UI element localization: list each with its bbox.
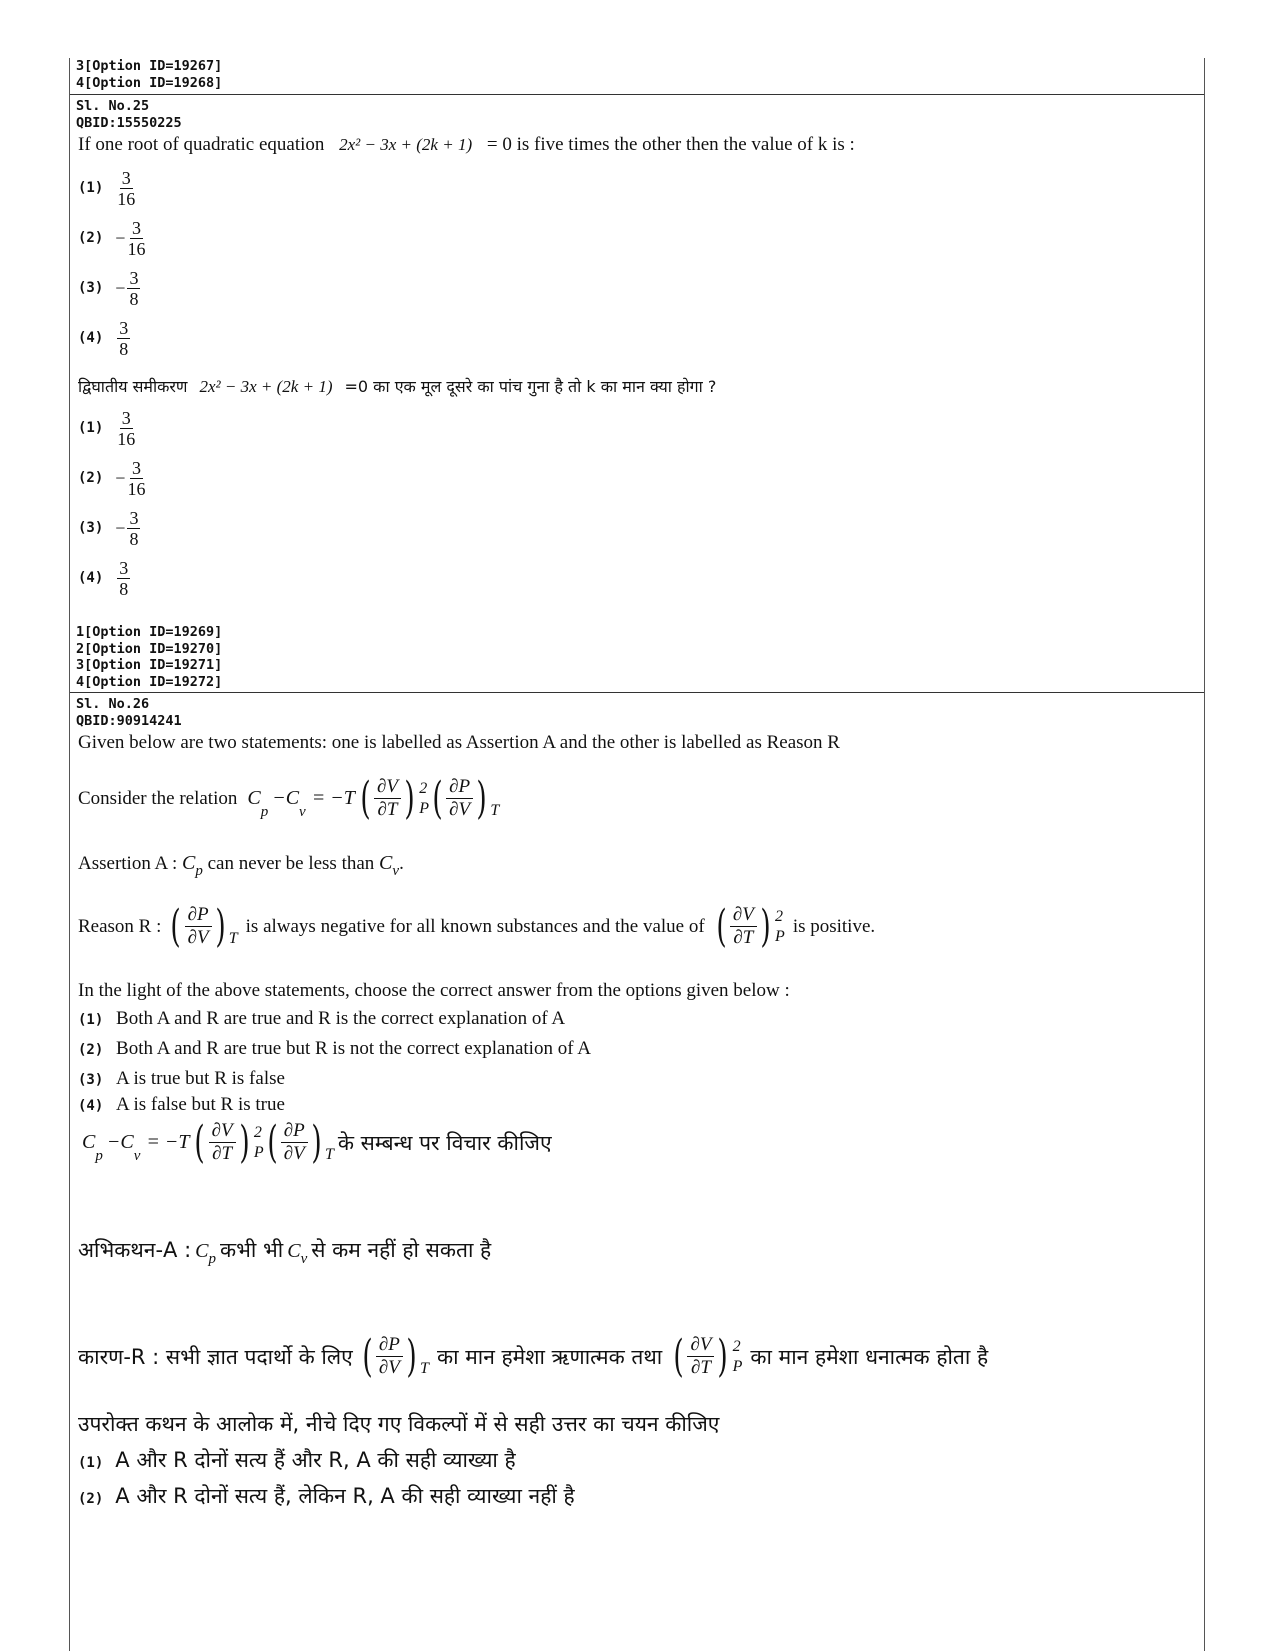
- q25-option-2-hi[interactable]: [78, 458, 145, 499]
- option-text: Both A and R are true and R is the correct explanation of A: [116, 1008, 566, 1029]
- denominator: 8: [129, 289, 139, 309]
- q26-light-en: In the light of the above statements, choose the correct answer from the options given below :: [78, 980, 790, 1001]
- minus-cv: $-C_v$: [272, 787, 306, 820]
- fraction: [127, 508, 140, 549]
- denominator: 8: [119, 339, 129, 359]
- numerator: 3: [129, 508, 139, 528]
- cv-symbol: $C_v$: [287, 1240, 308, 1267]
- reason-label: Reason R :: [78, 915, 162, 937]
- question-text-end: = 0 is five times the other then the value of k is :: [486, 134, 855, 155]
- numerator: 3: [121, 168, 131, 188]
- partial-dv-dt: ( ∂V ∂T ) 2 P: [716, 900, 785, 952]
- partial-dv-dt: ( ∂V ∂T ) 2 P: [360, 772, 429, 824]
- minus-sign: −: [115, 228, 126, 248]
- minus-sign: −: [115, 468, 126, 488]
- option-number: (4): [78, 330, 104, 347]
- numerator: 3: [131, 218, 141, 238]
- q26-light-hi: उपरोक्त कथन के आलोक में, नीचे दिए गए विकल्पों में से सही उत्तर का चयन कीजिए: [78, 1412, 720, 1436]
- relation-label: Consider the relation: [78, 787, 238, 809]
- fraction: [117, 318, 130, 359]
- reason-end: is positive.: [792, 915, 876, 937]
- q26-reason-en: [78, 900, 876, 952]
- option-number: (1): [78, 1012, 104, 1028]
- option-number: (1): [78, 1455, 104, 1471]
- q26-relation-hi: [82, 1116, 552, 1168]
- sl-no: Sl. No.25: [76, 98, 150, 114]
- assertion-text-hi: कभी भी: [220, 1238, 284, 1262]
- denominator: 16: [127, 479, 146, 499]
- cp-symbol: $C_p$: [195, 1240, 216, 1267]
- q26-option-3-en[interactable]: [78, 1068, 285, 1090]
- partial-dv-dt: ( ∂V ∂T ) 2 P: [194, 1116, 264, 1168]
- option-number: (2): [78, 470, 104, 487]
- q25-question-en: [78, 134, 855, 156]
- q26-reason-hi: [78, 1330, 989, 1382]
- assertion-end-hi: से कम नहीं हो सकता है: [311, 1238, 492, 1262]
- q26-option-1-hi[interactable]: [78, 1446, 516, 1474]
- option-number: (4): [78, 570, 104, 587]
- fraction: [117, 558, 130, 599]
- option-number: (4): [78, 1098, 104, 1114]
- option-number: (2): [78, 1491, 104, 1507]
- cp-symbol: $C_p$: [82, 1131, 103, 1164]
- option-number: (3): [78, 280, 104, 297]
- q25-header: [70, 98, 1210, 131]
- fraction: [117, 168, 135, 209]
- q25-option-4-hi[interactable]: [78, 558, 130, 599]
- option-number: (2): [78, 230, 104, 247]
- partial-dp-dv: ( ∂P ∂V ) T: [362, 1330, 429, 1382]
- neg-t: = −T: [146, 1131, 190, 1153]
- cv-symbol: $C_v$: [379, 852, 400, 879]
- option-id-line: 4[Option ID=19272]: [76, 673, 223, 690]
- q25-option-ids: [70, 624, 1210, 690]
- numerator: 3: [119, 318, 129, 338]
- q26-option-4-en[interactable]: [78, 1094, 285, 1116]
- denominator: 16: [117, 189, 136, 209]
- question-text-hi: द्विघातीय समीकरण: [78, 377, 188, 396]
- reason-label-hi: कारण-R : सभी ज्ञात पदार्थो के लिए: [78, 1344, 353, 1369]
- q26-assertion-en: Assertion A : $C_p$ can never be less than $C_v$.: [78, 852, 404, 879]
- partial-dp-dv: ( ∂P ∂V ) T: [432, 772, 500, 824]
- reason-end-hi: का मान हमेशा धनात्मक होता है: [750, 1344, 989, 1369]
- denominator: 16: [117, 429, 136, 449]
- option-text-hi: A और R दोनों सत्य हैं और R, A की सही व्याख्या है: [115, 1448, 516, 1472]
- option-number: (3): [78, 520, 104, 537]
- option-id-line: 1[Option ID=19269]: [76, 624, 223, 640]
- neg-t: = −T: [311, 787, 355, 809]
- denominator: 8: [129, 529, 139, 549]
- q25-option-1-en[interactable]: [78, 168, 135, 209]
- option-id-line: 2[Option ID=19270]: [76, 640, 223, 657]
- q25-option-3-en[interactable]: [78, 268, 140, 309]
- fraction: [127, 218, 145, 259]
- option-number: (3): [78, 1072, 104, 1088]
- question-text-hi-end: =0 का एक मूल दूसरे का पांच गुना है तो k का मान क्या होगा ?: [344, 377, 717, 396]
- option-number: (2): [78, 1042, 104, 1058]
- equation: 2x² − 3x + (2k + 1): [339, 135, 473, 154]
- q25-question-hi: [78, 375, 716, 397]
- numerator: 3: [119, 558, 129, 578]
- q26-assertion-hi: [78, 1236, 492, 1267]
- divider: [70, 692, 1204, 693]
- question-frame: [69, 58, 1205, 1651]
- partial-dp-dv: ( ∂P ∂V ) T: [267, 1116, 334, 1168]
- fraction: [127, 268, 140, 309]
- option-id-line: 3[Option ID=19267]: [76, 58, 223, 74]
- option-number: (1): [78, 180, 104, 197]
- q26-relation-en: [78, 772, 500, 824]
- assertion-label: Assertion A :: [78, 853, 178, 874]
- cp-symbol: $C_p$: [247, 787, 269, 820]
- qbid: QBID:90914241: [76, 712, 182, 729]
- qbid: QBID:15550225: [76, 114, 182, 131]
- partial-dp-dv: ( ∂P ∂V ) T: [170, 900, 238, 952]
- reason-text-hi: का मान हमेशा ऋणात्मक तथा: [436, 1344, 663, 1369]
- option-id-line: 3[Option ID=19271]: [76, 657, 223, 673]
- minus-sign: −: [115, 518, 126, 538]
- denominator: 8: [119, 579, 129, 599]
- q26-option-1-en[interactable]: [78, 1008, 565, 1030]
- cp-symbol: $C_p$: [181, 852, 203, 879]
- reason-text: is always negative for all known substances and the value of: [245, 915, 705, 937]
- denominator: 16: [127, 239, 146, 259]
- prev-option-ids: [70, 58, 1210, 91]
- assertion-text: can never be less than: [207, 853, 375, 874]
- partial-dv-dt: ( ∂V ∂T ) 2 P: [673, 1330, 743, 1382]
- option-text: A is true but R is false: [116, 1068, 285, 1089]
- q25-option-3-hi[interactable]: [78, 508, 140, 549]
- fraction: [117, 408, 135, 449]
- divider: [70, 94, 1204, 95]
- q26-option-2-hi[interactable]: [78, 1482, 575, 1510]
- option-text-hi: A और R दोनों सत्य हैं, लेकिन R, A की सही व्याख्या नहीं है: [115, 1484, 575, 1508]
- minus-cv: $-C_v$: [106, 1131, 141, 1164]
- relation-text-hi: के सम्बन्ध पर विचार कीजिए: [337, 1130, 552, 1155]
- sl-no: Sl. No.26: [76, 696, 150, 712]
- q26-intro: Given below are two statements: one is labelled as Assertion A and the other is labelled as Reason R: [78, 732, 840, 753]
- option-text: Both A and R are true but R is not the correct explanation of A: [116, 1038, 591, 1059]
- q26-header: [70, 696, 1210, 729]
- assertion-label-hi: अभिकथन-A :: [78, 1238, 192, 1262]
- q25-option-4-en[interactable]: [78, 318, 130, 359]
- option-text: A is false but R is true: [116, 1094, 285, 1115]
- q25-option-1-hi[interactable]: [78, 408, 135, 449]
- q26-option-2-en[interactable]: [78, 1038, 591, 1060]
- fraction: [127, 458, 145, 499]
- minus-sign: −: [115, 278, 126, 298]
- numerator: 3: [121, 408, 131, 428]
- numerator: 3: [131, 458, 141, 478]
- option-id-line: 4[Option ID=19268]: [76, 74, 223, 91]
- q25-option-2-en[interactable]: [78, 218, 145, 259]
- equation: 2x² − 3x + (2k + 1): [199, 377, 333, 396]
- option-number: (1): [78, 420, 104, 437]
- question-text: If one root of quadratic equation: [78, 134, 325, 155]
- numerator: 3: [129, 268, 139, 288]
